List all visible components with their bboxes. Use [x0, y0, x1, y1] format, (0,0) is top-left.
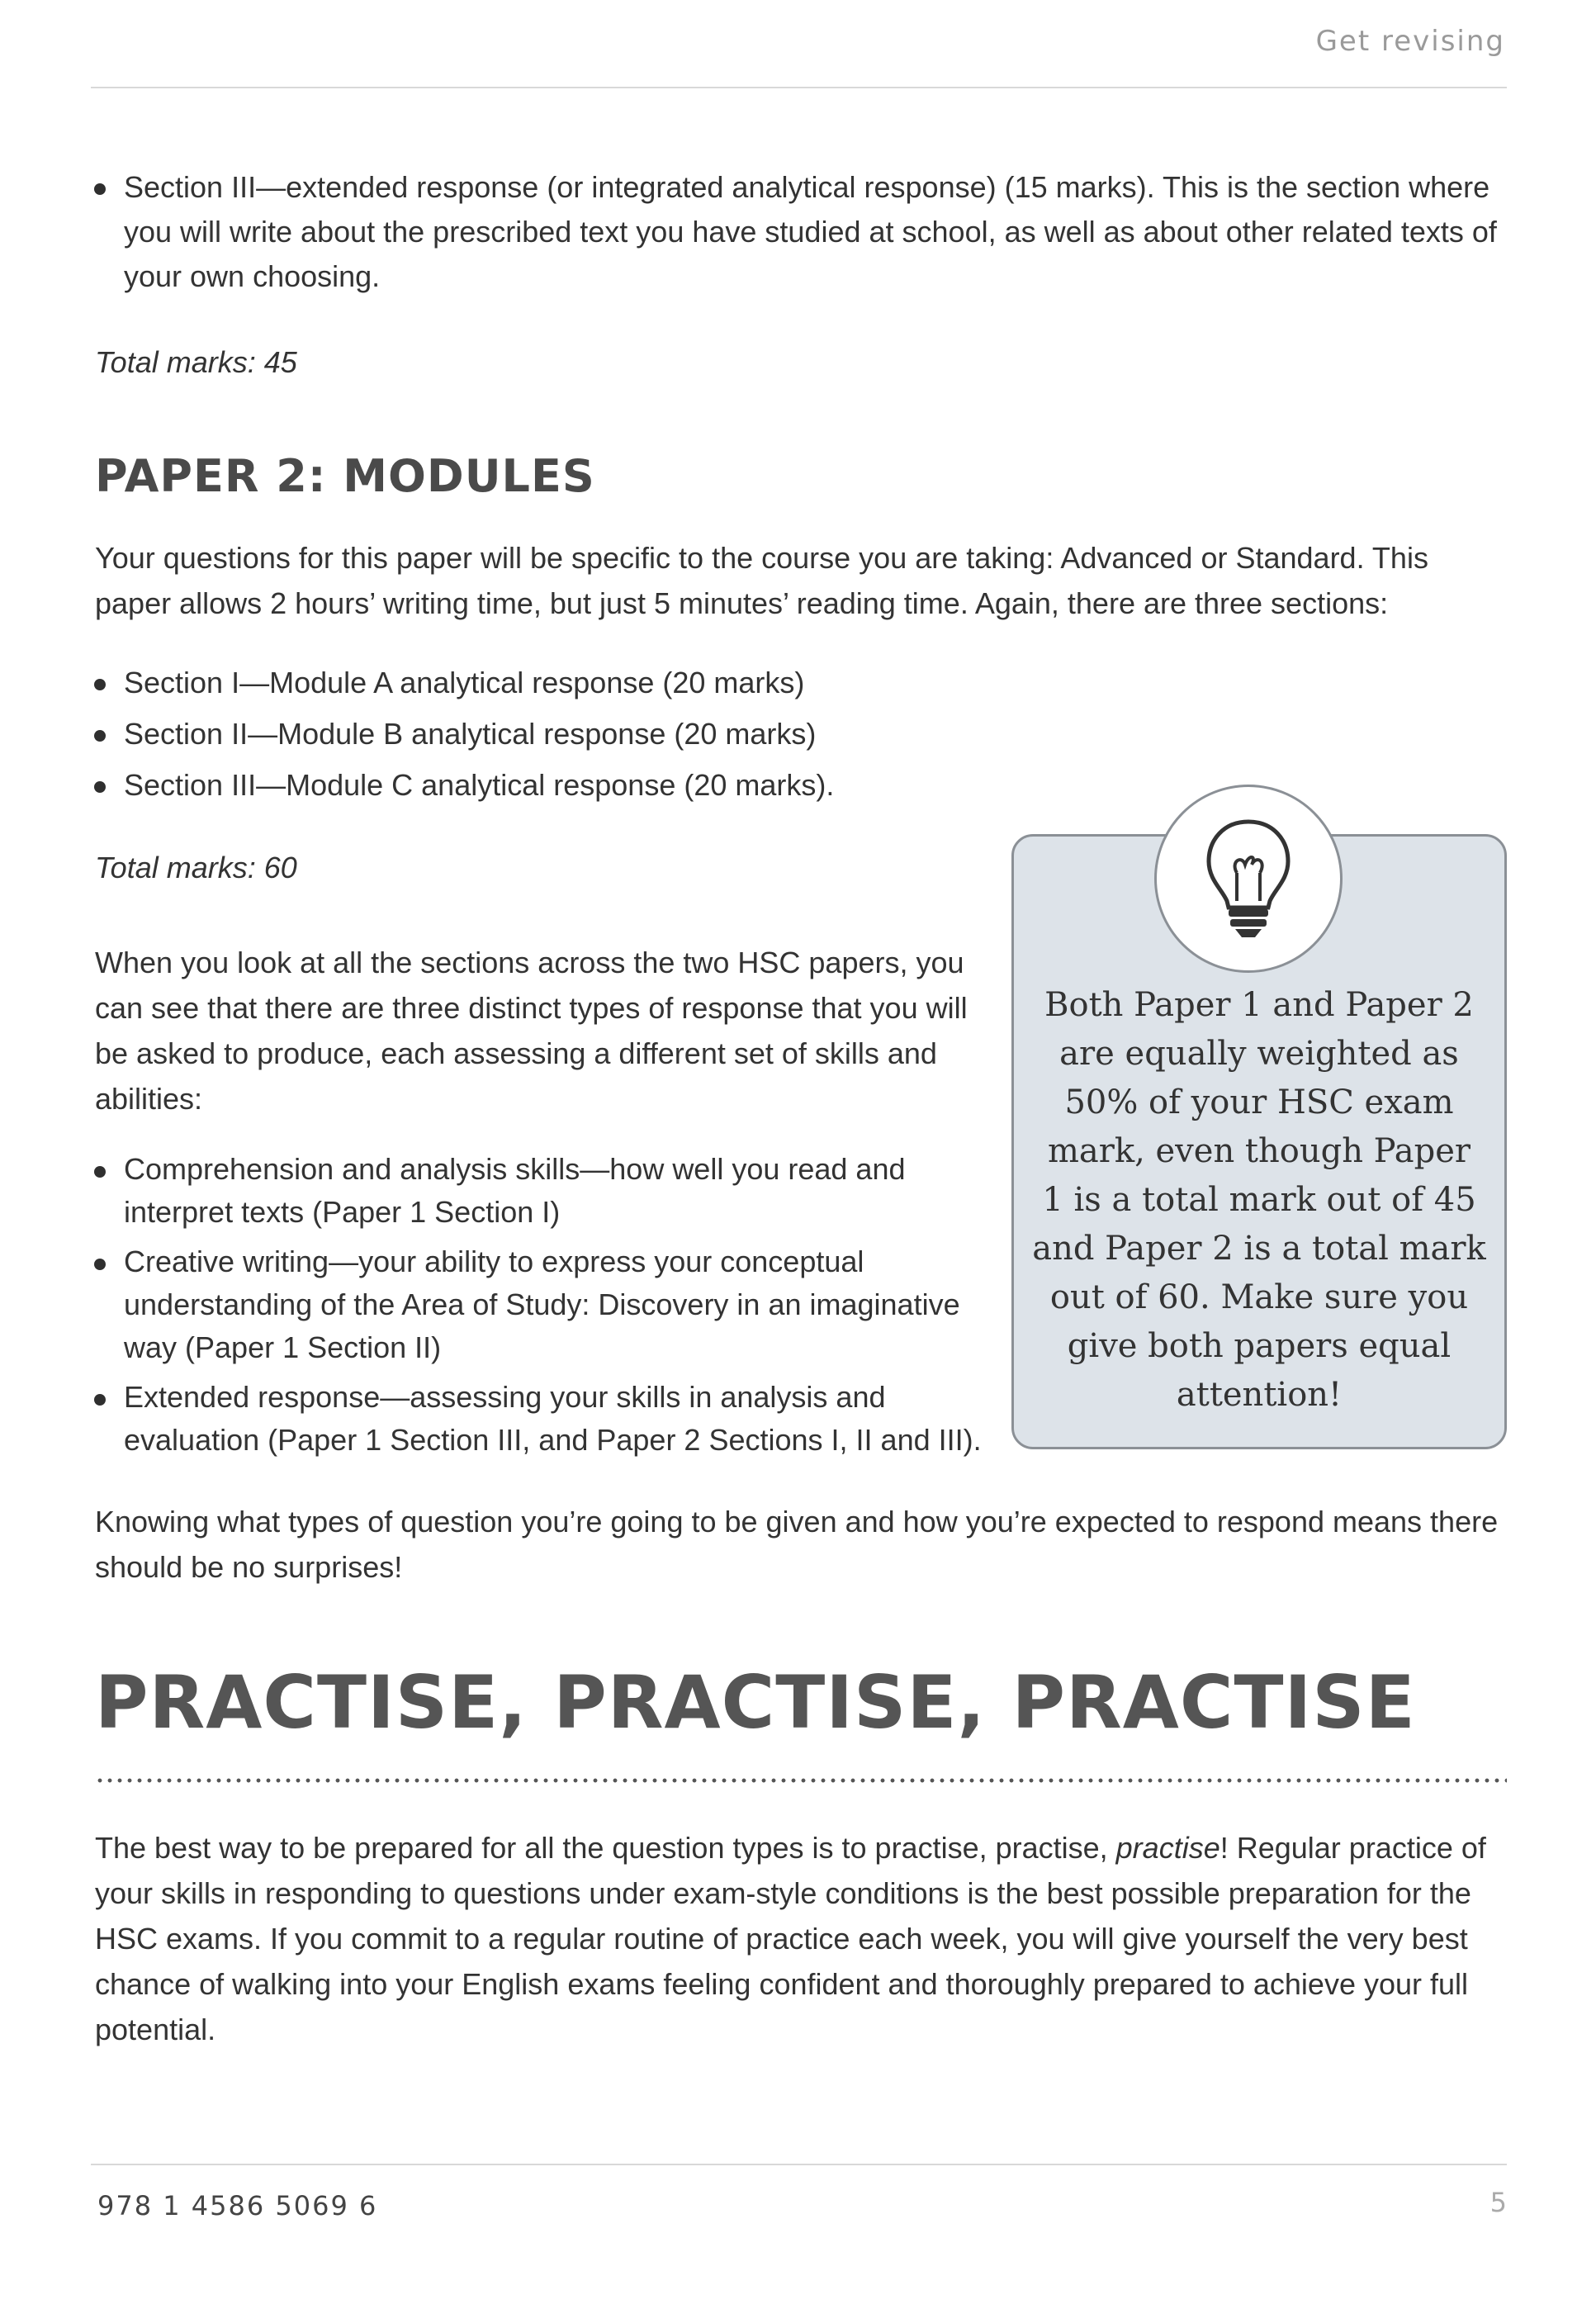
list-item: Comprehension and analysis skills—how well you read and interpret texts (Paper 1 Section I) [92, 1148, 992, 1234]
response-types-conclusion: Knowing what types of question you’re going to be given and how you’re expected to respond means there should be no surprises! [95, 1505, 1499, 1584]
paper2-sections-list [92, 661, 918, 808]
response-types-intro: When you look at all the sections across the two HSC papers, you can see that there are three distinct types of response that you will be asked to produce, each assessing a different set of skills and abilities: [95, 946, 968, 1116]
dotted-divider [95, 1777, 1507, 1784]
footer-rule [91, 2164, 1507, 2165]
practise-text-start: The best way to be prepared for all the question types is to practise, practise, [95, 1831, 1116, 1865]
practise-text-end: ! Regular practice of your skills in responding to questions under exam-style conditions is the best possible preparation for the HSC exams. If you commit to a regular routine of practice each week, you will give yourself the very best chance of walking into your English exams feeling confident and thoroughly prepared to achieve your full potential. [95, 1831, 1486, 2046]
practise-emphasis: practise [1115, 1831, 1220, 1865]
list-item: Section III—Module C analytical response (20 marks). [92, 763, 918, 808]
isbn: 978 1 4586 5069 6 [97, 2190, 378, 2221]
running-head: Get revising [1315, 25, 1505, 58]
paper2-intro: Your questions for this paper will be specific to the course you are taking: Advanced or Standard. This paper allows 2 hours’ writing time, but just 5 minutes’ reading time. Again, there are three sections: [95, 541, 1428, 620]
list-item: Section II—Module B analytical response (20 marks) [92, 712, 918, 756]
list-item: Extended response—assessing your skills in analysis and evaluation (Paper 1 Section III, and Paper 2 Sections I, II and III). [92, 1376, 992, 1462]
response-types-list [92, 1148, 992, 1462]
header-rule [91, 87, 1507, 88]
paper2-total: Total marks: 60 [95, 851, 297, 884]
tip-icon-circle [1154, 785, 1343, 973]
paper1-section3-list [92, 165, 1513, 299]
paper1-total: Total marks: 45 [95, 345, 297, 379]
section-heading: PAPER 2: MODULES [95, 450, 595, 502]
practise-heading: PRACTISE, PRACTISE, PRACTISE [95, 1660, 1416, 1745]
tip-text: Both Paper 1 and Paper 2 are equally weighted as 50% of your HSC exam mark, even though Paper 1 is a total mark out of 45 and Paper 2 is a total mark out of 60. Make sure you give both papers equal attention! [1032, 986, 1486, 1414]
page-number: 5 [1489, 2187, 1507, 2218]
practise-paragraph [95, 1825, 1511, 2052]
lightbulb-icon [1199, 815, 1298, 943]
list-item: Creative writing—your ability to express your conceptual understanding of the Area of Study: Discovery in an imaginative way (Paper 1 Section II) [92, 1240, 992, 1369]
list-item: Section I—Module A analytical response (20 marks) [92, 661, 918, 705]
list-item: Section III—extended response (or integrated analytical response) (15 marks). This is the section where you will write about the prescribed text you have studied at school, as well as about other related texts of your own choosing. [92, 165, 1513, 299]
